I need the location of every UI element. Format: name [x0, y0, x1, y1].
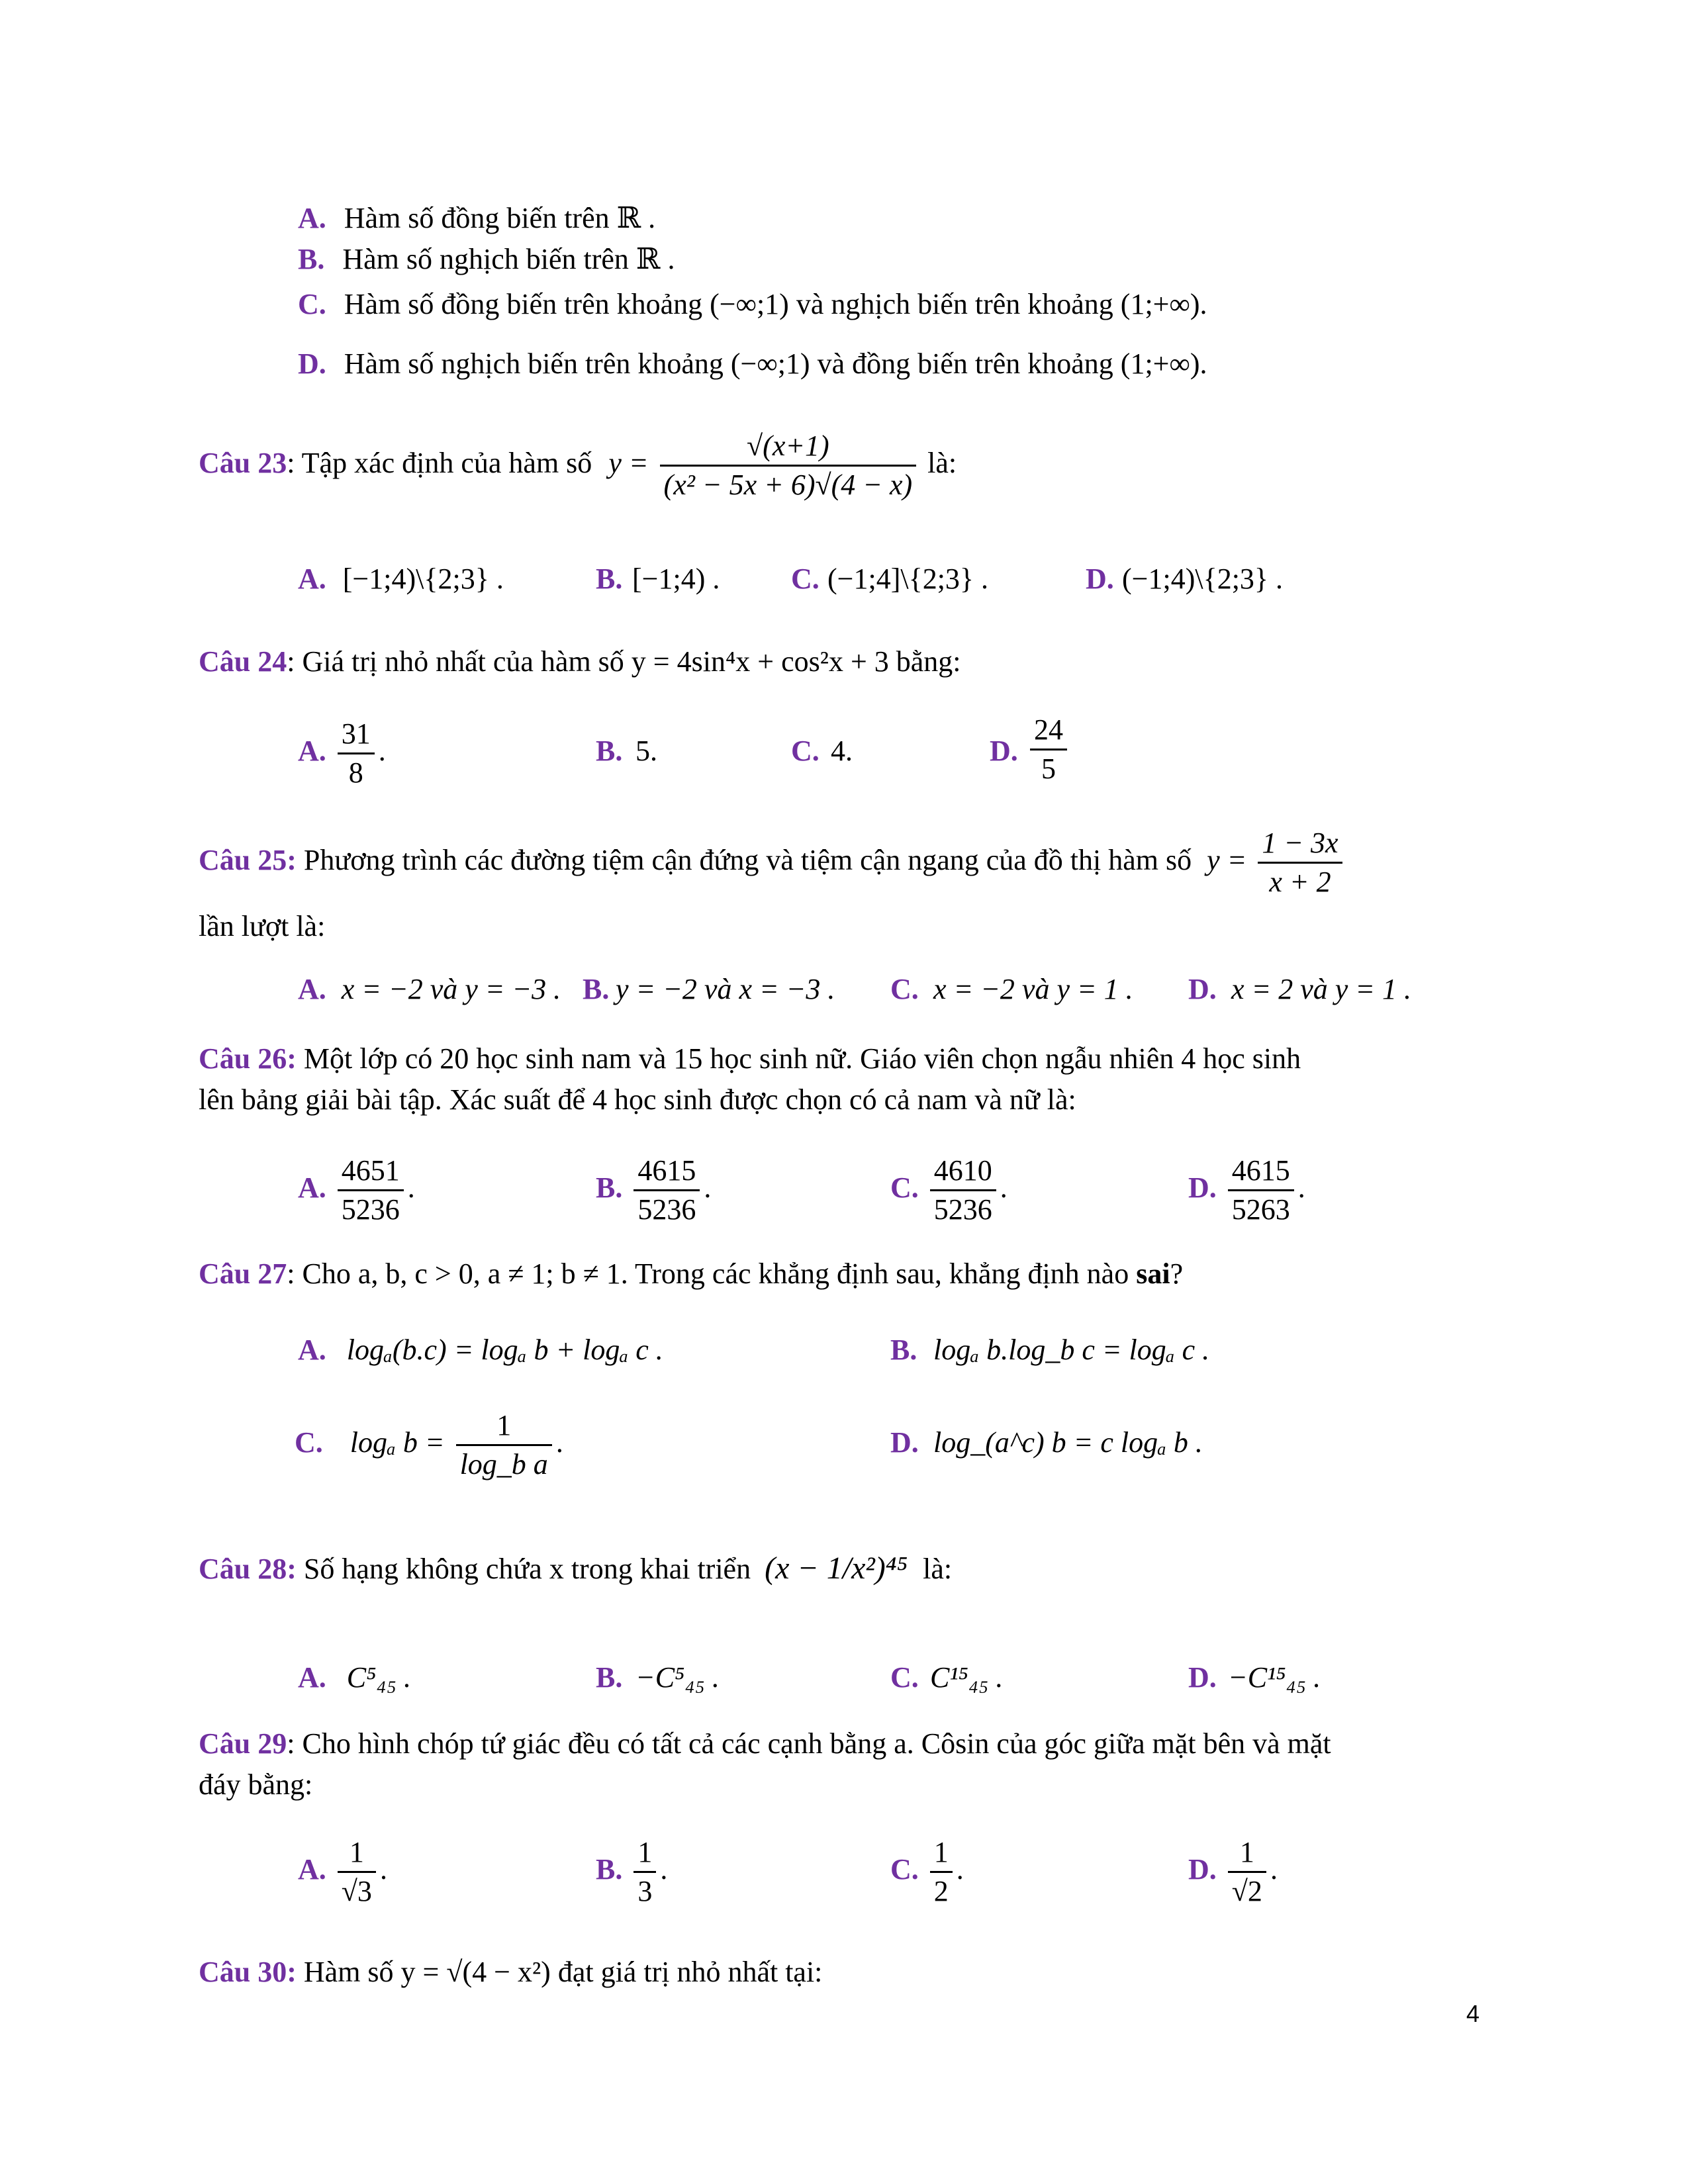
option-b-text: [−1;4) . [632, 563, 720, 595]
option-label-b: B. [596, 735, 623, 767]
fraction-numerator: 1 [1228, 1834, 1266, 1873]
option-label-b: B. [596, 563, 623, 595]
q30-stem [199, 1952, 822, 1992]
q27-options-row2: C. logₐ b = $\frac{1}{\text{log\_b a}}$ . D. log_(a^c) b = c logₐ b . [295, 1403, 1486, 1483]
fraction-numerator: 4610 [930, 1152, 996, 1191]
option-b-text: y = −2 và x = −3 . [616, 973, 835, 1005]
fraction-numerator: 31 [338, 715, 375, 754]
option-a-fraction [338, 1834, 376, 1910]
option-d-text: log_(a^c) b = c logₐ b . [933, 1426, 1203, 1459]
q22-option-c [298, 285, 1207, 324]
option-label-a: A. [298, 973, 326, 1005]
fraction-denominator: 2 [933, 1875, 949, 1908]
question-text: Số hạng không chứa x trong khai triển [303, 1553, 751, 1585]
option-c-text: (−1;4]\{2;3} . [827, 563, 989, 595]
fraction [660, 428, 917, 504]
option-b-text: logₐ b.log_b c = logₐ c . [933, 1334, 1210, 1366]
fraction-denominator: 8 [348, 756, 363, 790]
math-y: y = [608, 447, 649, 479]
option-text: Hàm số đồng biến trên ℝ . [344, 202, 656, 234]
fraction-numerator: 4651 [338, 1152, 404, 1191]
q28-options [298, 1658, 1489, 1698]
fraction-numerator: 4615 [1228, 1152, 1294, 1191]
option-a-text: [−1;4)\{2;3} . [342, 563, 504, 595]
fraction-numerator: 1 [633, 1834, 656, 1873]
option-c-fraction [456, 1407, 552, 1483]
q23-options [298, 559, 1423, 599]
fraction-numerator: √(x+1) [660, 428, 917, 467]
fraction-denominator: (x² − 5x + 6)√(4 − x) [663, 469, 913, 502]
option-text: Hàm số nghịch biến trên ℝ . [342, 243, 675, 275]
q22-option-b [298, 240, 675, 279]
option-label-c: C. [791, 563, 820, 595]
fraction-denominator: log_b a [459, 1448, 548, 1481]
option-label-d: D. [890, 1426, 919, 1459]
q25-stem-line2: lần lượt là: [199, 910, 326, 942]
option-d-fraction [1228, 1152, 1294, 1228]
fraction-denominator: 5263 [1231, 1193, 1290, 1226]
option-c-fraction [930, 1834, 953, 1910]
option-c: C. $\frac{1}{2}$ . [890, 1830, 964, 1910]
fraction [1258, 825, 1342, 901]
option-c-text: C¹⁵₄₅ . [930, 1661, 1004, 1694]
q29-stem-line2: đáy bằng: [199, 1768, 313, 1801]
option-text: Hàm số đồng biến trên khoảng (−∞;1) và nghịch biến trên khoảng (1;+∞). [344, 288, 1207, 320]
fraction-denominator: √3 [341, 1875, 372, 1908]
q22-option-a [298, 199, 655, 238]
option-label: A. [298, 202, 326, 234]
fraction-denominator: 5236 [341, 1193, 400, 1226]
q26-stem-line2: lên bảng giải bài tập. Xác suất để 4 học sinh được chọn có cả nam và nữ là: [199, 1083, 1076, 1116]
fraction-denominator: 3 [637, 1875, 653, 1908]
question-text: : Cho a, b, c > 0, a ≠ 1; b ≠ 1. Trong các khẳng định sau, khẳng định nào [287, 1257, 1129, 1290]
option-label-c: C. [295, 1426, 323, 1459]
page-number: 4 [1466, 2000, 1480, 2027]
q26-stem-line1 [199, 1039, 1301, 1079]
fraction-numerator: 1 [456, 1407, 552, 1446]
option-label-c: C. [890, 973, 919, 1005]
option-c-text: x = −2 và y = 1 . [933, 973, 1133, 1005]
option-label-b: B. [596, 1661, 623, 1694]
option-c-fraction [930, 1152, 996, 1228]
option-b: B. $\frac{1}{3}$ . [596, 1830, 667, 1910]
option-a-text: C⁵₄₅ . [346, 1661, 412, 1694]
q29-options: A. $\frac{1}{√3}$ . B. $\frac{1}{3}$ . C. $\frac{1}{2}$ . D. $\frac{1}{√2}$ . [298, 1830, 1489, 1910]
option-label-d: D. [1188, 1853, 1217, 1886]
option-a-fraction [338, 715, 375, 792]
question-number: Câu 26: [199, 1042, 297, 1075]
question-number: Câu 27 [199, 1257, 287, 1290]
q22-option-d [298, 344, 1207, 384]
question-number: Câu 24 [199, 645, 287, 678]
question-number: Câu 30: [199, 1956, 297, 1988]
q24-stem [199, 642, 961, 682]
option-d: D. $\frac{4615}{5263}$ . [1188, 1148, 1305, 1228]
question-expression: (x − 1/x²)⁴⁵ [765, 1551, 908, 1586]
option-label-a: A. [298, 1661, 326, 1694]
option-b-fraction [633, 1834, 656, 1910]
fraction-numerator: 1 [930, 1834, 953, 1873]
option-label-b: B. [596, 1853, 623, 1886]
option-label: D. [298, 347, 326, 380]
option-label-d: D. [1188, 1661, 1217, 1694]
option-c-text: 4. [831, 735, 853, 767]
q28-stem [199, 1539, 952, 1599]
option-text: Hàm số nghịch biến trên khoảng (−∞;1) và đồng biến trên khoảng (1;+∞). [344, 347, 1207, 380]
question-number: Câu 25: [199, 844, 297, 876]
option-label-a: A. [298, 1171, 326, 1204]
fraction-denominator: x + 2 [1269, 866, 1331, 899]
option-c: C. $\frac{4610}{5236}$ . [890, 1148, 1008, 1228]
question-end: là: [923, 1553, 953, 1585]
option-d-text: x = 2 và y = 1 . [1231, 973, 1411, 1005]
fraction-denominator: 5236 [637, 1193, 696, 1226]
option-label-a: A. [298, 563, 326, 595]
q25-stem [199, 821, 1346, 901]
option-label-b: B. [583, 973, 610, 1005]
q27-stem [199, 1254, 1183, 1294]
option-label-c: C. [890, 1171, 919, 1204]
option-b-text: 5. [635, 735, 657, 767]
question-text: Một lớp có 20 học sinh nam và 15 học sinh nữ. Giáo viên chọn ngẫu nhiên 4 học sinh [303, 1042, 1301, 1075]
option-b-text: −C⁵₄₅ . [635, 1661, 720, 1694]
option-label-d: D. [990, 735, 1018, 767]
option-label-d: D. [1086, 563, 1114, 595]
option-a-text: logₐ(b.c) = logₐ b + logₐ c . [346, 1334, 663, 1366]
option-d-fraction [1030, 711, 1067, 788]
question-text: : Tập xác định của hàm số [287, 447, 592, 479]
fraction-numerator: 24 [1030, 711, 1067, 751]
option-a-text: x = −2 và y = −3 . [341, 973, 561, 1005]
option-label: B. [298, 243, 325, 275]
question-text: Phương trình các đường tiệm cận đứng và tiệm cận ngang của đồ thị hàm số [303, 844, 1192, 876]
option-d-text: (−1;4)\{2;3} . [1122, 563, 1284, 595]
question-text: : Cho hình chóp tứ giác đều có tất cả các cạnh bằng a. Côsin của góc giữa mặt bên và mặt [287, 1727, 1331, 1760]
fraction-numerator: 1 [338, 1834, 376, 1873]
option-label-c: C. [791, 735, 820, 767]
option-label-a: A. [298, 1334, 326, 1366]
option-label-d: D. [1188, 973, 1217, 1005]
option-d: D. $\frac{1}{√2}$ . [1188, 1830, 1278, 1910]
option-d-fraction [1228, 1834, 1266, 1910]
question-end: ? [1170, 1257, 1184, 1290]
fraction-numerator: 1 − 3x [1258, 825, 1342, 864]
option-label-b: B. [596, 1171, 623, 1204]
q29-stem-line1 [199, 1724, 1331, 1764]
question-number: Câu 28: [199, 1553, 297, 1585]
fraction-denominator: 5 [1041, 752, 1056, 785]
question-number: Câu 23 [199, 447, 287, 479]
option-c-lhs: logₐ b = [350, 1426, 445, 1459]
option-b: B. $\frac{4615}{5236}$ . [596, 1148, 711, 1228]
q24-options: A. $\frac{31}{8}$ . B. 5. C. 4. D. $\frac{24}{5}$ [298, 711, 1423, 792]
question-end: là: [927, 447, 957, 479]
option-label: C. [298, 288, 326, 320]
math-y: y = [1207, 844, 1247, 876]
option-label-d: D. [1188, 1171, 1217, 1204]
option-label-a: A. [298, 735, 326, 767]
option-label-c: C. [890, 1661, 919, 1694]
question-text: : Giá trị nhỏ nhất của hàm số y = 4sin⁴x + cos²x + 3 bằng: [287, 645, 961, 678]
q27-options-row1 [298, 1330, 1489, 1370]
q23-stem [199, 424, 957, 504]
q25-options [298, 970, 1489, 1009]
q26-options: A. $\frac{4651}{5236}$ . B. $\frac{4615}{5236}$ . C. $\frac{4610}{5236}$ . D. $\frac{4615}{5263}$ . [298, 1148, 1489, 1228]
option-a-fraction [338, 1152, 404, 1228]
fraction-denominator: √2 [1231, 1875, 1262, 1908]
option-label-b: B. [890, 1334, 917, 1366]
fraction-denominator: 5236 [933, 1193, 992, 1226]
option-label-c: C. [890, 1853, 919, 1886]
option-b-fraction [633, 1152, 700, 1228]
question-emphasis: sai [1136, 1257, 1170, 1290]
option-label-a: A. [298, 1853, 326, 1886]
option-d-text: −C¹⁵₄₅ . [1228, 1661, 1321, 1694]
fraction-numerator: 4615 [633, 1152, 700, 1191]
question-text: Hàm số y = √(4 − x²) đạt giá trị nhỏ nhất tại: [303, 1956, 823, 1988]
question-number: Câu 29 [199, 1727, 287, 1760]
